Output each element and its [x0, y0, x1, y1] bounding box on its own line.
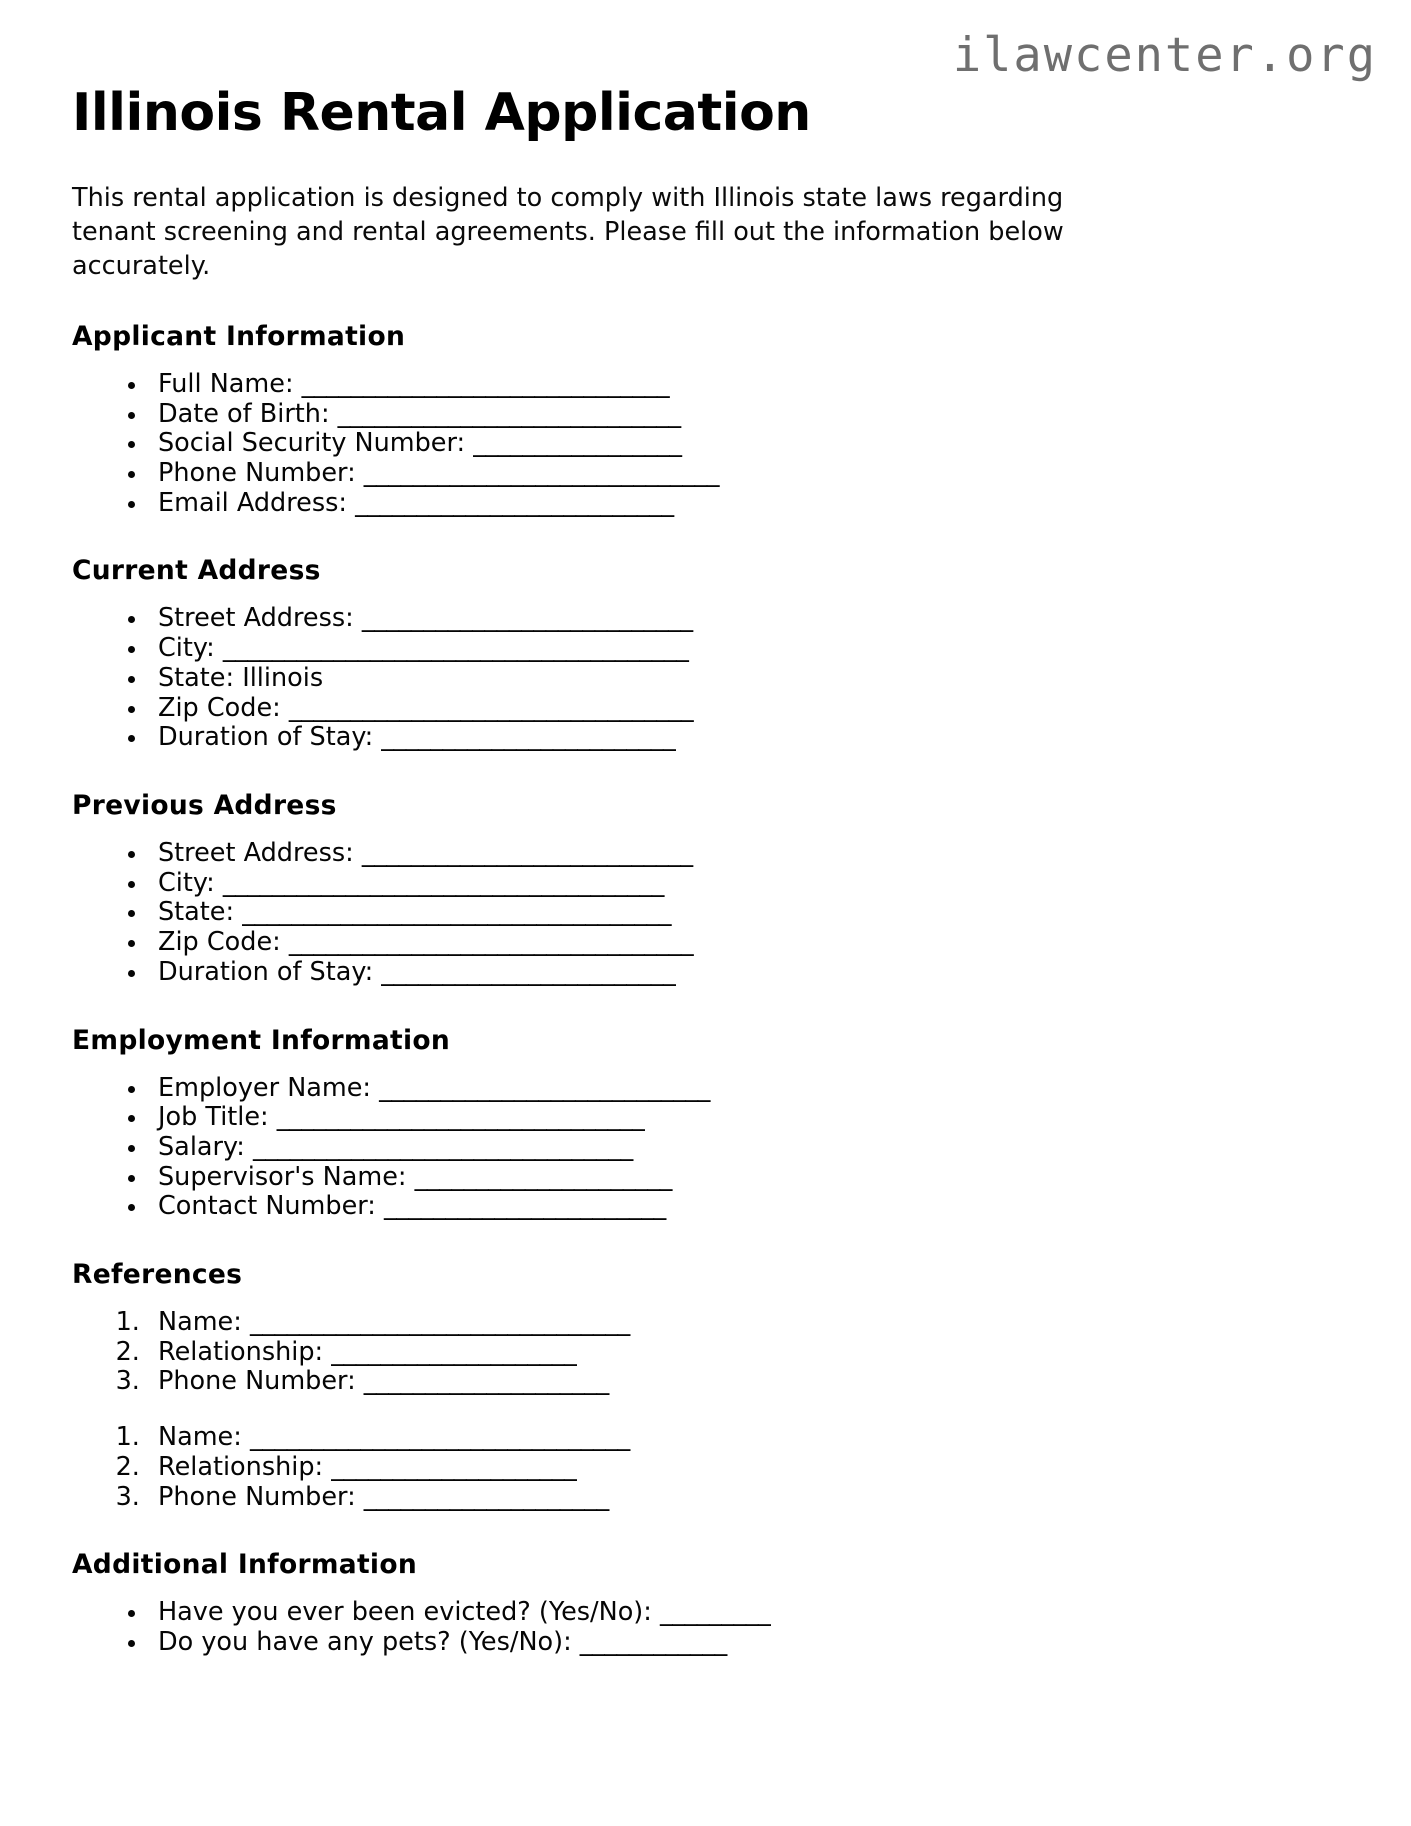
field-row[interactable]: [148, 1163, 1339, 1193]
field-label: Date of Birth:: [158, 398, 330, 429]
field-label: Relationship:: [158, 1336, 324, 1367]
field-label: Social Security Number:: [158, 428, 466, 459]
field-list: [72, 1074, 1339, 1223]
field-label: Job Title:: [158, 1102, 269, 1133]
field-blank[interactable]: __________________________: [355, 487, 674, 518]
section-heading: Employment Information: [72, 1024, 451, 1056]
field-list: [72, 370, 1339, 519]
field-blank[interactable]: _______________________________: [252, 1131, 633, 1162]
field-blank[interactable]: ____________________: [331, 1336, 577, 1367]
field-row[interactable]: [148, 400, 1339, 430]
field-row-state-fixed: [148, 664, 1339, 694]
field-row[interactable]: [148, 370, 1339, 400]
field-row[interactable]: [148, 694, 1339, 724]
section-previous-address: [72, 790, 1339, 988]
field-label: Employer Name:: [158, 1072, 372, 1103]
field-blank[interactable]: ____________: [579, 1626, 727, 1657]
field-label: Email Address:: [158, 487, 347, 518]
field-blank[interactable]: ____________________________________: [222, 867, 664, 898]
field-blank[interactable]: _________________: [473, 428, 682, 459]
field-label: Phone Number:: [158, 1366, 356, 1397]
field-row[interactable]: [148, 1367, 1339, 1397]
field-blank[interactable]: _________: [659, 1597, 771, 1628]
reference-group-1: [72, 1308, 1339, 1397]
field-blank[interactable]: _____________________: [414, 1161, 672, 1192]
field-blank[interactable]: _______________________________: [249, 1307, 630, 1338]
field-row[interactable]: [148, 1628, 1339, 1658]
field-blank[interactable]: _______________________: [384, 1191, 666, 1222]
section-current-address: [72, 555, 1339, 753]
field-label: Zip Code:: [158, 927, 281, 958]
section-references: [72, 1259, 1339, 1512]
field-row[interactable]: [148, 1338, 1339, 1368]
field-blank[interactable]: ___________________________: [361, 837, 693, 868]
field-label: Have you ever been evicted? (Yes/No):: [158, 1597, 652, 1628]
field-row[interactable]: [148, 1453, 1339, 1483]
page-title: Illinois Rental Application: [72, 83, 811, 143]
field-label: Phone Number:: [158, 458, 356, 489]
field-label: Zip Code:: [158, 692, 281, 723]
field-label: Duration of Stay:: [158, 956, 374, 987]
field-label: Street Address:: [158, 837, 354, 868]
section-additional-information: [72, 1549, 1339, 1657]
section-employment-information: [72, 1025, 1339, 1223]
field-row[interactable]: [148, 723, 1339, 753]
section-heading: Applicant Information: [72, 320, 406, 352]
section-heading: Additional Information: [72, 1549, 417, 1581]
field-row[interactable]: [148, 958, 1339, 988]
field-blank[interactable]: ___________________________: [361, 603, 693, 634]
section-heading: Current Address: [72, 555, 321, 587]
field-row[interactable]: [148, 459, 1339, 489]
field-blank[interactable]: _________________________________: [288, 692, 694, 723]
field-row[interactable]: [148, 604, 1339, 634]
section-heading: References: [72, 1259, 243, 1291]
field-list: [72, 839, 1339, 988]
field-row[interactable]: [148, 1598, 1339, 1628]
field-row[interactable]: [148, 1483, 1339, 1513]
field-blank[interactable]: ______________________________: [301, 368, 670, 399]
field-blank[interactable]: ________________________: [381, 722, 676, 753]
field-label: State: Illinois: [158, 662, 324, 693]
field-label: Relationship:: [158, 1451, 324, 1482]
field-row[interactable]: [148, 1133, 1339, 1163]
field-row[interactable]: [148, 429, 1339, 459]
field-row[interactable]: [148, 634, 1339, 664]
reference-group-2: [72, 1423, 1339, 1512]
field-blank[interactable]: ______________________________________: [222, 633, 689, 664]
field-row[interactable]: [148, 1192, 1339, 1222]
field-row[interactable]: [148, 1103, 1339, 1133]
field-label: City:: [158, 867, 215, 898]
field-row[interactable]: [148, 928, 1339, 958]
field-row[interactable]: [148, 1308, 1339, 1338]
field-blank[interactable]: ____________________: [363, 1366, 609, 1397]
field-blank[interactable]: _________________________________: [288, 927, 694, 958]
field-row[interactable]: [148, 1074, 1339, 1104]
field-blank[interactable]: ___________________________: [379, 1072, 710, 1103]
field-blank[interactable]: ___________________________________: [242, 897, 671, 928]
field-label: State:: [158, 897, 235, 928]
field-blank[interactable]: ________________________: [381, 956, 676, 987]
field-blank[interactable]: ____________________: [331, 1451, 577, 1482]
field-blank[interactable]: _______________________________: [249, 1422, 630, 1453]
field-blank[interactable]: ____________________: [363, 1481, 609, 1512]
field-blank[interactable]: _____________________________: [363, 458, 720, 489]
field-label: Name:: [158, 1422, 242, 1453]
field-row[interactable]: [148, 898, 1339, 928]
field-blank[interactable]: ____________________________: [337, 398, 681, 429]
field-label: Contact Number:: [158, 1191, 376, 1222]
field-label: Name:: [158, 1307, 242, 1338]
field-label: Full Name:: [158, 368, 294, 399]
section-applicant-information: [72, 321, 1339, 519]
field-label: City:: [158, 633, 215, 664]
field-label: Street Address:: [158, 603, 354, 634]
field-label: Supervisor's Name:: [158, 1161, 407, 1192]
site-watermark: ilawcenter.org: [952, 28, 1377, 83]
intro-paragraph: This rental application is designed to comply with Illinois state laws regarding tenant screening and rental agreements. Please fill out the information below accurately.: [72, 183, 1064, 282]
field-row[interactable]: [148, 869, 1339, 899]
field-label: Duration of Stay:: [158, 722, 374, 753]
field-label: Do you have any pets? (Yes/No):: [158, 1626, 572, 1657]
field-list: [72, 604, 1339, 753]
field-label: Phone Number:: [158, 1481, 356, 1512]
field-list: [72, 1598, 1339, 1657]
section-heading: Previous Address: [72, 789, 337, 821]
field-blank[interactable]: ______________________________: [276, 1102, 645, 1133]
field-label: Salary:: [158, 1131, 245, 1162]
field-row[interactable]: [148, 1423, 1339, 1453]
field-row[interactable]: [148, 489, 1339, 519]
field-row[interactable]: [148, 839, 1339, 869]
